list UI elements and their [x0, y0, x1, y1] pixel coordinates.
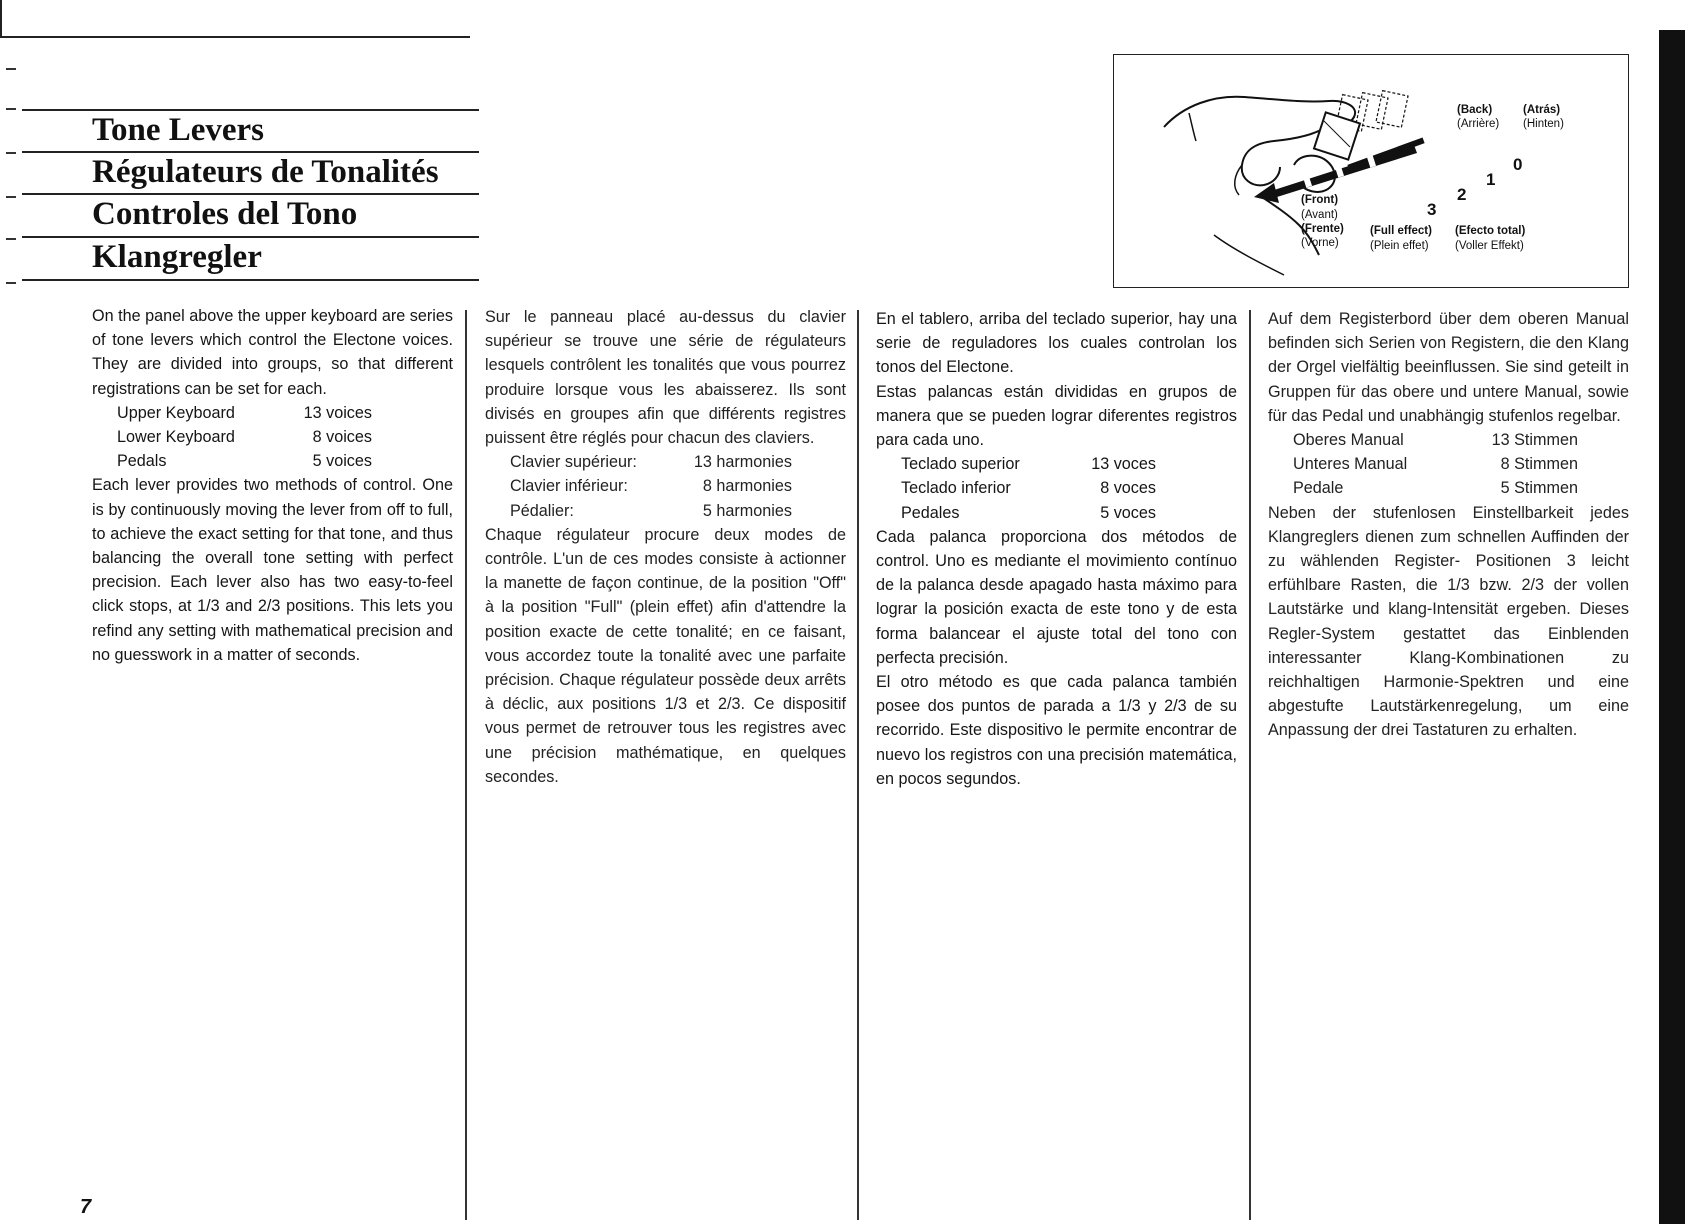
voice-row: [1293, 476, 1629, 500]
title-english: Tone Levers: [92, 112, 265, 148]
voice-row: [117, 449, 453, 473]
english-intro: On the panel above the upper keyboard are series of tone levers which control the Electone voices. They are divided into groups, so that different registrations can be set for each.: [92, 307, 453, 398]
spanish-intro-2: Estas palancas están divididas en grupos de manera que se pueden lograr diferentes registros para cada uno.: [876, 382, 1237, 450]
voice-label: Pedales: [901, 503, 960, 522]
voice-label: Teclado inferior: [901, 479, 1011, 498]
position-2: 2: [1457, 185, 1467, 204]
position-0: 0: [1513, 155, 1523, 174]
voice-row: [117, 401, 453, 425]
voice-label: Teclado superior: [901, 455, 1020, 474]
column-divider: [465, 310, 467, 1220]
voice-count: 8 Stimmen: [1500, 455, 1578, 474]
label-back-en: (Back): [1457, 104, 1493, 116]
column-divider: [857, 310, 859, 1220]
french-voice-table: [485, 450, 846, 523]
label-full-fr: (Plein effet): [1370, 240, 1429, 252]
voice-label: Pédalier:: [510, 501, 574, 520]
column-spanish: [876, 307, 1237, 791]
label-full-en: (Full effect): [1370, 225, 1432, 237]
label-full-es: (Efecto total): [1455, 225, 1526, 237]
label-front-de: (Vorne): [1301, 237, 1339, 249]
column-english: [92, 304, 453, 667]
voice-count: 5 voces: [1100, 503, 1156, 522]
voice-count: 5 voices: [312, 452, 372, 471]
tone-lever-diagram: [1113, 54, 1629, 288]
title-rule: [22, 279, 479, 281]
spanish-intro-1: En el tablero, arriba del teclado superior, hay una serie de reguladores los cuales controlan los tonos del Electone.: [876, 310, 1237, 377]
label-full-de: (Voller Effekt): [1455, 240, 1524, 252]
left-edge-rule: [0, 0, 2, 38]
margin-tick: [6, 196, 16, 198]
french-body: Chaque régulateur procure deux modes de contrôle. L'un de ces modes consiste à actionner la manette de façon continue, de la position "Off" à la position "Full" (plein effet) afin d'attendre la position exacte de cette tonalité; en ce faisant, vous accordez toute la tonalité avec une parfaite précision. Chaque régulateur possède deux arrêts à déclic, aux positions 1/3 et 2/3. Ce dispositif vous permet de retrouver tous les registres avec une précision mathématique, en quelques secondes.: [485, 525, 846, 786]
voice-row: [510, 450, 846, 474]
voice-label: Unteres Manual: [1293, 455, 1408, 474]
voice-row: [901, 476, 1237, 500]
voice-row: [510, 474, 846, 498]
voice-count: 13 voces: [1091, 455, 1156, 474]
margin-tick: [6, 282, 16, 284]
column-french: [485, 305, 846, 789]
voice-label: Pedale: [1293, 479, 1344, 498]
margin-tick: [6, 68, 16, 70]
position-1: 1: [1486, 170, 1496, 189]
voice-count: 5 Stimmen: [1500, 479, 1578, 498]
margin-tick: [6, 152, 16, 154]
voice-row: [510, 499, 846, 523]
voice-count: 5 harmonies: [702, 501, 792, 520]
label-back-es: (Atrás): [1523, 104, 1561, 116]
title-spanish: Controles del Tono: [92, 196, 358, 232]
label-front-es: (Frente): [1301, 223, 1344, 235]
german-intro: Auf dem Registerbord über dem oberen Manual befinden sich Serien von Registern, die den Klang der Orgel vielfältig beeinflussen. Sie sind geteilt in Gruppen für das obere und untere Manual, sowie für das Pedal und unabhängig stufenlos regelbar.: [1268, 310, 1629, 425]
voice-count: 8 harmonies: [702, 477, 792, 496]
column-german: [1268, 307, 1629, 743]
voice-count: 8 voces: [1100, 479, 1156, 498]
title-french: Régulateurs de Tonalités: [92, 154, 439, 190]
voice-label: Clavier inférieur:: [510, 477, 628, 496]
voice-label: Upper Keyboard: [117, 403, 235, 422]
voice-label: Oberes Manual: [1293, 431, 1404, 450]
french-intro: Sur le panneau placé au-dessus du clavier supérieur se trouve une série de régulateurs lesquels contrôlent les tonalités que vous pourrez produire lorsque vous les abaisserez. Ils sont divisés en groupes afin que différents registres puissent être réglés pour chacun des claviers.: [485, 308, 846, 448]
spanish-body-2: El otro método es que cada palanca también posee dos puntos de parada a 1/3 y 2/3 de su recorrido. Este dispositivo le permite encontrar de nuevo los registros con una precisión matemática, en pocos segundos.: [876, 673, 1237, 788]
voice-row: [1293, 428, 1629, 452]
page-number: 7: [80, 1196, 92, 1218]
title-german: Klangregler: [92, 239, 262, 275]
spanish-body-1: Cada palanca proporciona dos métodos de control. Uno es mediante el movimiento contínuo de la palanca desde apagado hasta máximo para lograr la posición exacta de este tono y de esta forma balancear el ajuste total del tono con perfecta precisión.: [876, 527, 1237, 667]
voice-label: Lower Keyboard: [117, 428, 235, 447]
column-divider: [1249, 310, 1251, 1220]
english-voice-table: [92, 401, 453, 474]
voice-row: [901, 452, 1237, 476]
label-front-en: (Front): [1301, 194, 1339, 206]
label-back-fr: (Arrière): [1457, 118, 1500, 130]
german-voice-table: [1268, 428, 1629, 501]
margin-tick: [6, 238, 16, 240]
german-body: Neben der stufenlosen Einstellbarkeit jedes Klangreglers dienen zum schnellen Auffinden der zu wählenden Register- Positionen 3 leicht erfühlbare Rasten, die 1/3 bzw. 2/3 der vollen Lautstärke und klang-Intensität ergeben. Dieses Regler-System gestattet das Einblenden interessanter Klang-Kombinationen zu reichhaltigen Harmonie-Spektren und eine abgestufte Lautstärkenregelung, um eine Anpassung der drei Tastaturen zu erhalten.: [1268, 503, 1629, 740]
voice-count: 8 voices: [312, 428, 372, 447]
voice-label: Clavier supérieur:: [510, 453, 637, 472]
margin-tick: [6, 108, 16, 110]
voice-label: Pedals: [117, 452, 167, 471]
top-rule: [0, 36, 470, 38]
english-body: Each lever provides two methods of control. One is by continuously moving the lever from off to full, to achieve the exact setting for that tone, and thus balancing the overall tone setting with perfect precision. Each lever also has two easy-to-feel click stops, at 1/3 and 2/3 positions. This lets you refind any setting with mathematical precision and no guesswork in a matter of seconds.: [92, 476, 453, 664]
voice-row: [1293, 452, 1629, 476]
label-back-de: (Hinten): [1523, 118, 1564, 130]
spanish-voice-table: [876, 452, 1237, 525]
scan-edge: [1659, 30, 1685, 1224]
voice-row: [901, 501, 1237, 525]
voice-count: 13 Stimmen: [1491, 431, 1578, 450]
label-front-fr: (Avant): [1301, 209, 1338, 221]
voice-count: 13 harmonies: [693, 453, 792, 472]
position-3: 3: [1427, 200, 1437, 219]
voice-row: [117, 425, 453, 449]
voice-count: 13 voices: [303, 403, 372, 422]
